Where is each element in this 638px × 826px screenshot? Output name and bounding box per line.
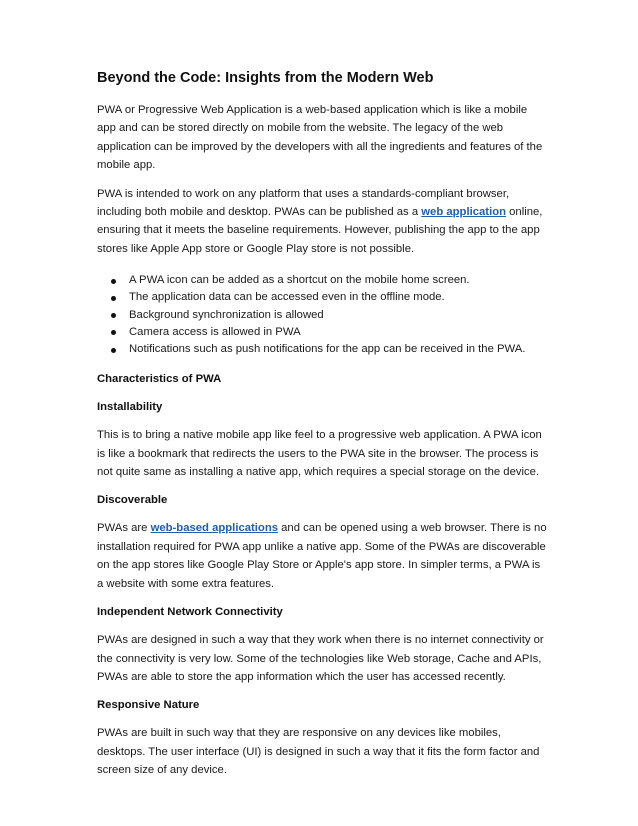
list-item	[119, 272, 547, 289]
bullet-icon	[111, 296, 116, 301]
discoverable-heading: Discoverable	[97, 494, 168, 507]
responsive-heading: Responsive Nature	[97, 699, 200, 712]
discoverable-paragraph	[97, 519, 547, 593]
web-based-applications-link[interactable]: web-based applications	[150, 522, 279, 535]
list-item	[119, 324, 547, 341]
list-item-text: The application data can be accessed even in the offline mode.	[129, 291, 445, 304]
list-item	[119, 289, 547, 306]
intro-paragraph-1: PWA or Progressive Web Application is a web-based application which is like a mobile app and can be stored directly on mobile from the website. The legacy of the web application can be improved by the developers with all the ingredients and features of the mobile app.	[97, 104, 543, 172]
responsive-paragraph: PWAs are built in such way that they are responsive on any devices like mobiles, desktops. The user interface (UI) is designed in such a way that it fits the form factor and screen size of any device.	[97, 727, 540, 777]
list-item-text: Camera access is allowed in PWA	[129, 325, 301, 338]
document-page	[97, 68, 547, 790]
intro-2-text-after: online, ensuring that it meets the baseline requirements. However, publishing the app to the app stores like Apple App store or Google Play store is not possible.	[97, 206, 543, 255]
characteristics-heading: Characteristics of PWA	[97, 373, 222, 386]
intro-paragraph-2	[97, 185, 547, 259]
bullet-icon	[111, 279, 116, 284]
list-item	[119, 307, 547, 324]
pwa-features-list	[97, 272, 547, 358]
installability-heading: Installability	[97, 401, 163, 414]
list-item-text: A PWA icon can be added as a shortcut on the mobile home screen.	[129, 274, 470, 287]
bullet-icon	[111, 330, 116, 335]
list-item-text: Background synchronization is allowed	[129, 308, 324, 321]
document-title: Beyond the Code: Insights from the Modern Web	[97, 70, 434, 86]
list-item	[119, 341, 547, 358]
network-heading: Independent Network Connectivity	[97, 606, 283, 619]
bullet-icon	[111, 313, 116, 318]
web-application-link[interactable]: web application	[421, 206, 507, 219]
installability-paragraph: This is to bring a native mobile app like feel to a progressive web application. A PWA icon is like a bookmark that redirects the users to the PWA site in the browser. The process is not quite same as installing a native app, which requires a special storage on the device.	[97, 429, 542, 479]
network-paragraph: PWAs are designed in such a way that they work when there is no internet connectivity or the connectivity is very low. Some of the technologies like Web storage, Cache and APIs, PWAs are able to store the app information which the user has accessed recently.	[97, 634, 544, 683]
bullet-icon	[111, 348, 116, 353]
discoverable-text-before: PWAs are	[97, 522, 151, 535]
list-item-text: Notifications such as push notifications for the app can be received in the PWA.	[129, 343, 526, 356]
discoverable-text-after: and can be opened using a web browser. There is no installation required for PWA app unlike a native app. Some of the PWAs are discoverable on the app stores like Google Play Store or Apple's app store. In simpler terms, a PWA is a website with some extra features.	[97, 522, 547, 590]
intro-2-text-before: PWA is intended to work on any platform that uses a standards-compliant browser, including both mobile and desktop. PWAs can be published as a	[97, 187, 510, 219]
